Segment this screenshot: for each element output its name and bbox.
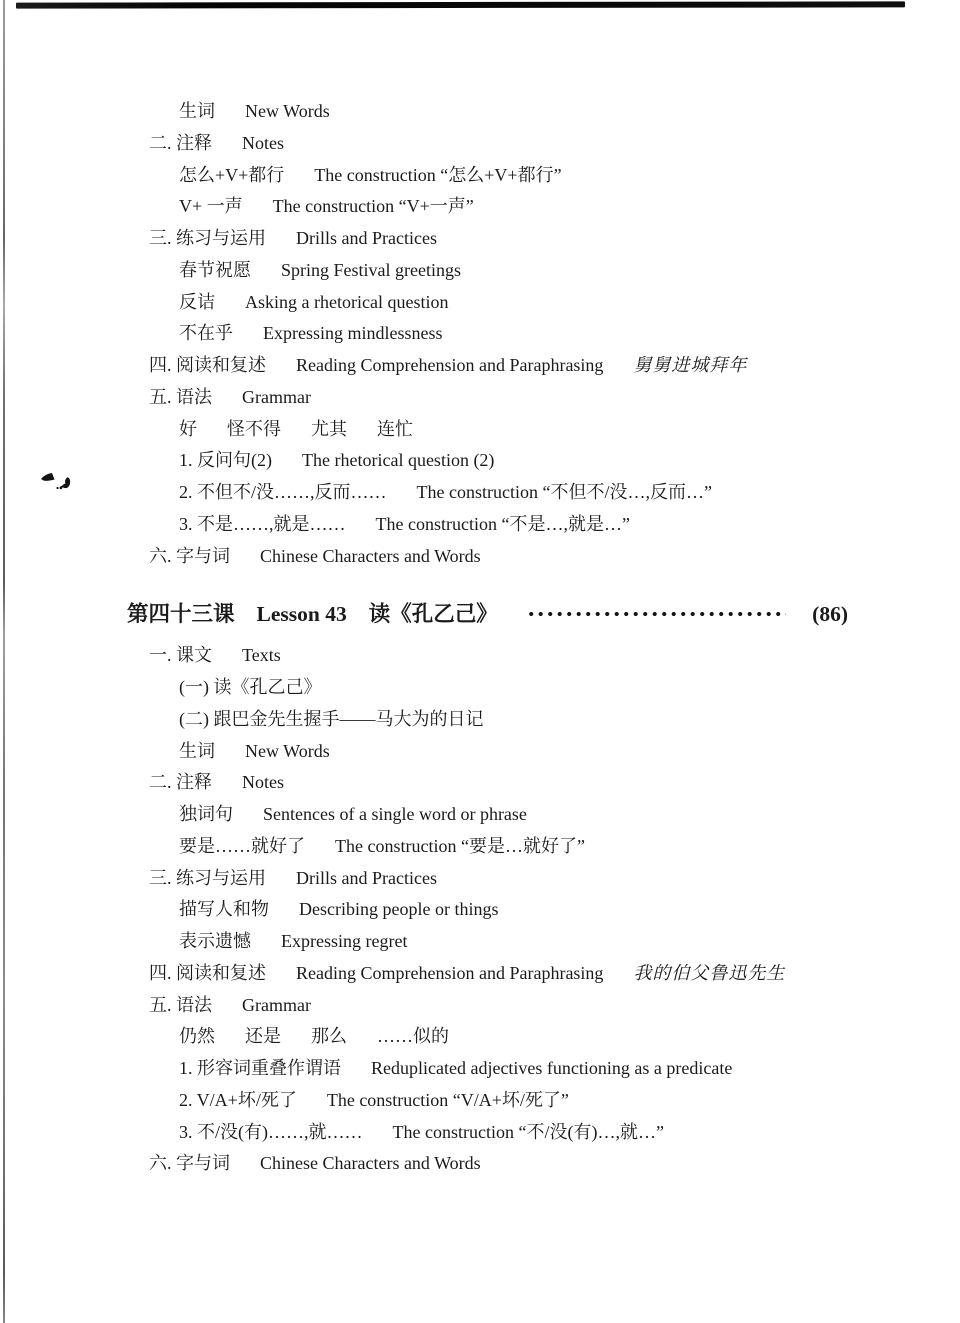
toc-segment: Texts — [242, 645, 281, 666]
toc-segment: Sentences of a single word or phrase — [263, 804, 527, 824]
toc-line — [0, 1021, 960, 1053]
toc-segment: 2. V/A+坏/死了 — [179, 1089, 297, 1110]
toc-segment: The construction “V+一声” — [272, 196, 474, 217]
toc-segment: The construction “V/A+坏/死了” — [326, 1089, 569, 1110]
toc-segment: 一. 课文 — [149, 645, 212, 666]
toc-line — [0, 1085, 960, 1117]
toc-segment: Chinese Characters and Words — [260, 1153, 481, 1174]
toc-segment: 反诘 — [179, 291, 215, 312]
chapter-number-zh: 第四十三课 — [127, 602, 235, 627]
toc-segment: 表示遗憾 — [179, 931, 251, 951]
toc-segment: Reduplicated adjectives functioning as a predicate — [371, 1058, 733, 1078]
toc-segment: 连忙 — [377, 418, 413, 439]
toc-segment: 尤其 — [311, 418, 347, 439]
toc-segment: Drills and Practices — [296, 228, 437, 248]
toc-line — [0, 831, 960, 863]
toc-line — [0, 160, 960, 192]
toc-line — [0, 477, 960, 509]
lesson-title-zh: 读《孔乙己》 — [368, 602, 498, 627]
toc-line — [0, 382, 960, 414]
toc-segment: 3. 不/没(有)……,就…… — [179, 1121, 363, 1142]
toc-line — [0, 1117, 960, 1149]
toc-line — [0, 445, 960, 477]
toc-line — [0, 672, 960, 704]
toc-segment: 那么 — [311, 1026, 347, 1047]
toc-line — [0, 287, 960, 319]
toc-segment: 生词 — [179, 740, 215, 761]
toc-section-1 — [0, 96, 960, 572]
toc-segment: New Words — [245, 740, 330, 761]
toc-segment: 二. 注释 — [149, 132, 212, 153]
toc-segment: 不在乎 — [179, 323, 233, 344]
toc-segment: (一) 读《孔乙己》 — [179, 677, 322, 697]
toc-line — [0, 958, 960, 990]
toc-line — [0, 128, 960, 160]
toc-segment: 怪不得 — [227, 418, 281, 439]
toc-segment: 五. 语法 — [149, 386, 212, 407]
toc-line — [0, 736, 960, 768]
toc-reading-title-zh: 我的伯父鲁迅先生 — [633, 962, 786, 983]
toc-line — [0, 767, 960, 799]
toc-segment: 六. 字与词 — [149, 1153, 230, 1174]
toc-segment: 3. 不是……,就是…… — [179, 513, 346, 534]
toc-section-2 — [0, 592, 960, 1180]
lesson-number: Lesson 43 — [256, 602, 347, 627]
toc-line — [0, 350, 960, 382]
dot-leader — [528, 610, 786, 618]
toc-line — [0, 255, 960, 287]
toc-segment: 独词句 — [179, 804, 233, 824]
lesson-heading — [0, 592, 848, 636]
toc-segment: Notes — [242, 772, 284, 793]
toc-segment: Grammar — [242, 994, 311, 1015]
toc-line — [0, 541, 960, 573]
toc-line — [0, 1148, 960, 1180]
toc-segment: 二. 注释 — [149, 772, 212, 793]
toc-line — [0, 640, 960, 672]
toc-segment: 要是……就好了 — [179, 835, 305, 856]
toc-segment: 五. 语法 — [149, 994, 212, 1015]
toc-segment: 好 — [179, 418, 197, 439]
toc-line — [0, 191, 960, 223]
toc-segment: Reading Comprehension and Paraphrasing — [296, 962, 604, 983]
toc-segment: The construction “不/没(有)…,就…” — [392, 1121, 664, 1142]
toc-reading-title-zh: 舅舅进城拜年 — [633, 355, 748, 375]
toc-segment: 描写人和物 — [179, 899, 269, 920]
table-of-contents — [0, 96, 960, 1180]
toc-line — [0, 704, 960, 736]
toc-segment: 四. 阅读和复述 — [149, 962, 266, 983]
toc-segment: Reading Comprehension and Paraphrasing — [296, 355, 604, 375]
toc-segment: 1. 形容词重叠作谓语 — [179, 1058, 341, 1078]
toc-segment: Chinese Characters and Words — [260, 545, 481, 566]
toc-segment: The rhetorical question (2) — [302, 450, 495, 471]
toc-segment: Spring Festival greetings — [281, 259, 461, 280]
toc-segment: Asking a rhetorical question — [245, 291, 449, 312]
toc-segment: 还是 — [245, 1026, 281, 1047]
toc-segment: 生词 — [179, 101, 215, 121]
toc-line — [0, 990, 960, 1022]
toc-line — [0, 414, 960, 446]
toc-segment: 四. 阅读和复述 — [149, 355, 266, 375]
toc-segment: Describing people or things — [299, 899, 499, 920]
toc-segment: 春节祝愿 — [179, 259, 251, 280]
toc-line — [0, 863, 960, 895]
toc-segment: 2. 不但不/没……,反而…… — [179, 482, 387, 502]
toc-segment: The construction “怎么+V+都行” — [314, 164, 562, 185]
toc-segment: 怎么+V+都行 — [179, 164, 285, 185]
page-number: (86) — [812, 602, 848, 627]
toc-line — [0, 1053, 960, 1085]
toc-segment: V+ 一声 — [179, 196, 243, 217]
toc-line — [0, 926, 960, 958]
toc-segment: Expressing mindlessness — [263, 323, 443, 344]
toc-segment: The construction “不是…,就是…” — [375, 513, 630, 534]
toc-line — [0, 318, 960, 350]
scan-edge-top-bar — [16, 1, 905, 8]
toc-segment: ……似的 — [377, 1026, 449, 1047]
toc-segment: 仍然 — [179, 1026, 215, 1047]
toc-segment: New Words — [245, 101, 330, 121]
toc-segment: 六. 字与词 — [149, 545, 230, 566]
toc-segment: Drills and Practices — [296, 867, 437, 888]
toc-segment: 三. 练习与运用 — [149, 228, 266, 248]
toc-segment: Expressing regret — [281, 931, 408, 951]
toc-line — [0, 509, 960, 541]
toc-segment: The construction “不但不/没…,反而…” — [416, 482, 712, 502]
toc-line — [0, 799, 960, 831]
toc-line — [0, 223, 960, 255]
toc-line — [0, 894, 960, 926]
toc-line — [0, 96, 960, 128]
toc-segment: 1. 反问句(2) — [179, 450, 272, 471]
toc-segment: Notes — [242, 132, 284, 153]
toc-segment: 三. 练习与运用 — [149, 867, 266, 888]
toc-segment: Grammar — [242, 386, 311, 407]
toc-segment: (二) 跟巴金先生握手——马大为的日记 — [179, 708, 484, 729]
toc-segment: The construction “要是…就好了” — [335, 835, 585, 856]
